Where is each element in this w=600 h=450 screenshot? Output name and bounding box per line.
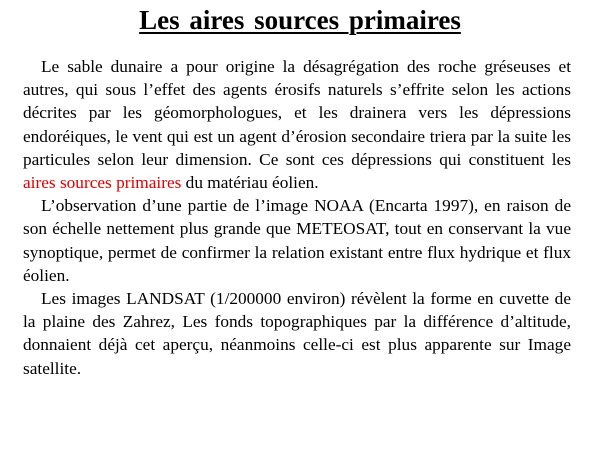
paragraph-landsat: Les images LANDSAT (1/200000 environ) révèlent la forme en cuvette de la plaine des Zahrez, Les fonds topographiques par la différence d’altitude, donnaient déjà cet aperçu, néanmoins celle-ci est plus apparente sur Image satellite.	[23, 289, 571, 378]
highlighted-term: aires sources primaires	[23, 173, 182, 193]
paragraph-sources-text: Le sable dunaire a pour origine la désagrégation des roche gréseuses et autres, qui sous l’effet des agents érosifs naturels s’effrite selon les actions décrites par les géomorphologues, et les drainera vers les dépressions endoréiques, le vent qui est un agent d’érosion secondaire triera par la suite les particules selon leur dimension. Ce sont ces dépressions qui constituent les	[23, 57, 571, 169]
paragraph-noaa: L’observation d’une partie de l’image NOAA (Encarta 1997), en raison de son échelle nettement plus grande que METEOSAT, tout en conservant la vue synoptique, permet de confirmer la relation existant entre flux hydrique et flux éolien.	[23, 196, 571, 285]
paragraph-sources-end: du matériau éolien.	[181, 173, 319, 193]
body-text	[23, 55, 571, 380]
paragraph-sources	[23, 55, 571, 194]
page-title: Les aires sources primaires	[139, 5, 461, 35]
